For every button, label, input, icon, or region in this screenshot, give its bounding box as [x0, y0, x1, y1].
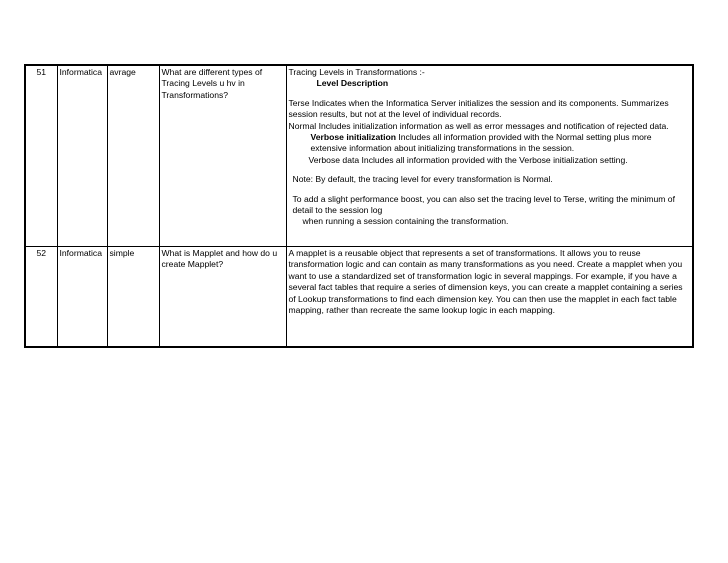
verbose-init-term: Verbose initialization — [310, 132, 396, 143]
subject-cell: Informatica — [57, 247, 107, 348]
answer-header: Level Description — [316, 78, 389, 89]
answer-terse: Terse Indicates when the Informatica Server initializes the session and its components. Summarizes session results, but not at the level of individual records. — [288, 97, 669, 120]
table-row — [25, 247, 693, 348]
answer-normal: Normal Includes initialization information as well as error messages and notification of rejected data. — [288, 120, 669, 131]
verbose-init-desc: Includes all information provided with the Normal setting plus more extensive information about initializing transformations in the session. — [310, 132, 652, 154]
answer-verbose-init — [289, 132, 691, 155]
subject-cell: Informatica — [57, 65, 107, 247]
table-row — [25, 65, 693, 247]
answer-note: Note: By default, the tracing level for every transformation is Normal. — [292, 174, 553, 185]
answer-cell — [286, 65, 693, 247]
question-number: 51 — [25, 65, 57, 247]
question-number: 52 — [25, 247, 57, 348]
answer-text: A mapplet is a reusable object that represents a set of transformations. It allows you to reuse transformation logic and can contain as many transformations as you need. Create a mapplet when you want to use a standardized set of transformation logic in several mappings. For example, if you have a several fact tables that require a series of dimension keys, you can create a mapplet containing a series of Lookup transformations to find each dimension key. You can then use the mapplet in each fact table mapping, rather than recreate the same lookup logic in each mapping. — [288, 248, 683, 316]
difficulty-cell: avrage — [107, 65, 159, 247]
answer-cell — [286, 247, 693, 348]
answer-tip-cont: when running a session containing the transformation. — [302, 216, 509, 227]
answer-intro: Tracing Levels in Transformations :- — [288, 67, 425, 77]
question-cell: What are different types of Tracing Levels u hv in Transformations? — [159, 65, 286, 247]
question-cell: What is Mapplet and how do u create Mapplet? — [159, 247, 286, 348]
answer-tip: To add a slight performance boost, you can also set the tracing level to Terse, writing the minimum of detail to the session log — [292, 193, 675, 216]
answer-verbose-data: Verbose data Includes all information provided with the Verbose initialization setting. — [308, 154, 628, 165]
difficulty-cell: simple — [107, 247, 159, 348]
qa-table — [24, 64, 694, 348]
